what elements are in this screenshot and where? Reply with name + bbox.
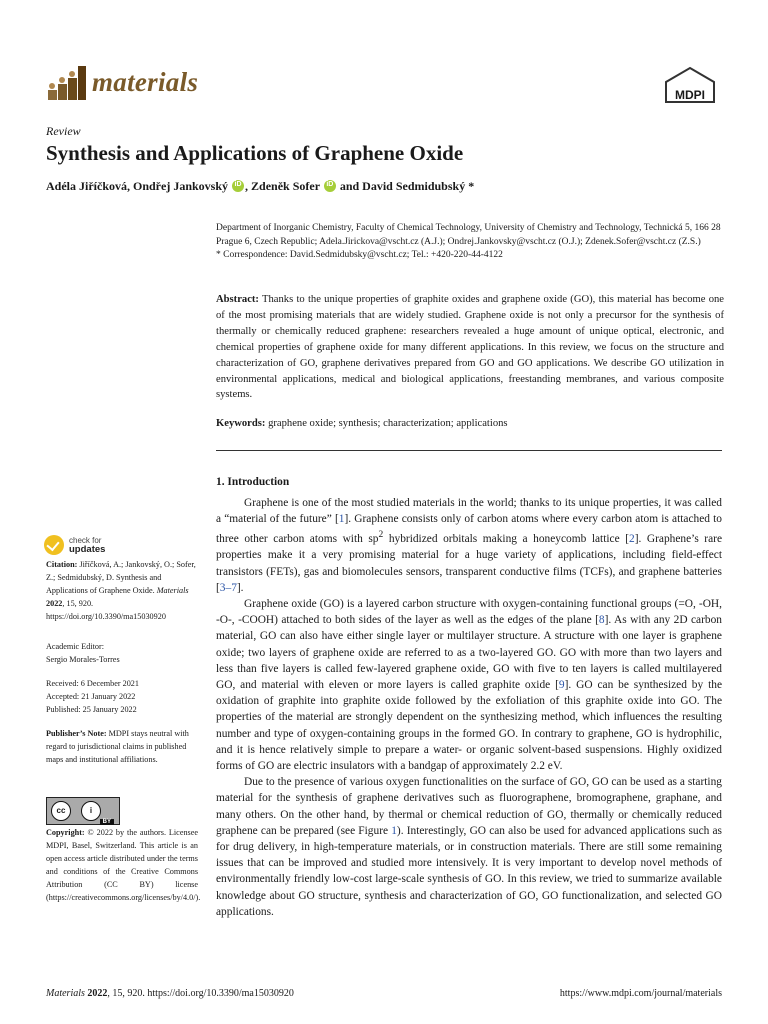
- author-names-3: and David Sedmidubský *: [336, 179, 475, 193]
- journal-logo-icon: [44, 60, 88, 104]
- orcid-icon[interactable]: [232, 180, 244, 192]
- correspondence: * Correspondence: David.Sedmidubsky@vscht.cz; Tel.: +420-220-44-4122: [216, 250, 503, 260]
- reference-link[interactable]: 1: [338, 513, 345, 526]
- citation-label: Citation:: [46, 560, 78, 569]
- editor-label: Academic Editor:: [46, 642, 104, 651]
- figure-link[interactable]: 1: [391, 824, 397, 837]
- journal-logo[interactable]: [44, 60, 224, 104]
- author-names-2: , Zdeněk Sofer: [245, 179, 320, 193]
- paragraph: Graphene is one of the most studied materials in the world; thanks to its unique properties, it was called a “material of the future” [1]. Graphene consists only of carbon atoms where every carbon atom is attached to three other carbon atoms with $sp^2$ hybridized orbitals making a honeycomb lattice [2]. Graphene’s rare properties make it a very promising material for a huge variety of applications, including field-effect transistors (FETs), gas and biomolecules sensors, transparent conductive films (TCFs), and graphene batteries [3–7].: [216, 497, 722, 594]
- journal-name: materials: [92, 66, 199, 97]
- creative-commons-badge[interactable]: [46, 797, 120, 825]
- abstract: [216, 292, 724, 403]
- footer-journal-url[interactable]: https://www.mdpi.com/journal/materials: [559, 988, 722, 999]
- article-type: Review: [46, 124, 81, 138]
- paragraph: Graphene oxide (GO) is a layered carbon structure with oxygen-containing functional groups (=O, -OH, -O-, -COOH) attached to both sides of the layer as well as the edges of the plane [8]. As with any 2D carbon material, GO can also have either single layer or multilayer structure. A structure with one layer is graphene oxide; two layers of graphene oxide are referred to as a two-layered GO. GO with more than two layers and less than five layers is called few-layered graphene oxide, GO with five to ten layers is called multilayered GO, and material with eleven or more layers is called graphite oxide [9]. GO can be synthesized by the oxidation of graphite into graphite oxide followed by the exfoliation of this graphite oxide into GO. The properties of the material are strongly dependent on the synthesizing method, which influences the resulting number and type of oxygen-containing groups in the formed GO. In contrary to graphene, GO is hydrophilic, and it is hence relatively simple to prepare a water- or organic solvent-based suspensions. Highly oxidized forms of GO are electric insulators with a bandgap of approximately 2.2 eV.: [216, 598, 722, 773]
- paragraph: Due to the presence of various oxygen functionalities on the surface of GO, GO can be used as a starting material for the synthesis of graphene derivatives such as fluorographene, bromographene, graphane, and many others. On the other hand, by thermal or chemical reduction of GO, thermally or chemically reduced graphene can be prepared (see Figure 1). Interestingly, GO can also be used for advanced applications such as for drug delivery, in high-temperature materials, or in construction materials. There are still some remaining issues that can be improved and studied more intensively. It is very important to develop novel methods of environmentally friendly low-cost large-scale synthesis of GO. In this review, we tried to summarize available knowledge about GO structure, synthesis and characterization of GO, GO functionalization, and selected GO applications.: [216, 776, 722, 918]
- author-names-1: Adéla Jiříčková, Ondřej Jankovský: [46, 179, 229, 193]
- keywords: [216, 416, 724, 431]
- section-heading: 1. Introduction: [216, 476, 290, 488]
- cc-by-label: BY: [100, 819, 114, 825]
- reference-link[interactable]: 9: [558, 679, 565, 692]
- check-for-updates-button[interactable]: [44, 534, 144, 556]
- reference-link[interactable]: 8: [598, 614, 605, 627]
- article-title: Synthesis and Applications of Graphene Oxide: [46, 141, 464, 165]
- editor-name: Sergio Morales-Torres: [46, 655, 120, 664]
- citation: Citation: Jiříčková, A.; Jankovský, O.; Sofer, Z.; Sedmidubský, D. Synthesis and Applications of Graphene Oxide. Materials 2022, 15, 920. https://doi.org/10.3390/ma15030920: [46, 560, 196, 621]
- reference-link[interactable]: 2: [628, 533, 635, 546]
- superscript: 2: [378, 530, 384, 541]
- article-dates: [46, 677, 198, 716]
- author-list: [46, 179, 726, 194]
- updates-label: check for updates: [69, 536, 106, 555]
- reference-link[interactable]: 3–7: [219, 581, 237, 594]
- affiliations: [216, 222, 724, 263]
- copyright: Copyright: © 2022 by the authors. Licensee MDPI, Basel, Switzerland. This article is an open access article distributed under the terms and conditions of the Creative Commons Attribution (CC BY) license (https://creativecommons.org/licenses/by/4.0/).: [46, 828, 201, 902]
- publisher-name: MDPI: [675, 88, 705, 102]
- intro-body: [216, 495, 722, 920]
- abstract-text: Thanks to the unique properties of graphite oxides and graphene oxide (GO), this material has become one of the most promising materials that are widely studied. Graphene oxide is not only a precursor for the synthesis of thermally or chemically reduced graphene: researchers revealed a huge amount of unique optical, electronic, and chemical properties of graphene oxide for many different applications. In this review, we focus on the structure and characterization of GO, graphene derivatives prepared from GO and GO applications. We describe GO utilization in environmental applications, medical and biological applications, freestanding membranes, and various composite systems.: [216, 294, 724, 401]
- orcid-icon[interactable]: [324, 180, 336, 192]
- cc-icon: cc: [51, 801, 71, 821]
- accepted-date: Accepted: 21 January 2022: [46, 692, 136, 701]
- section-divider: [216, 450, 722, 451]
- received-date: Received: 6 December 2021: [46, 679, 139, 688]
- academic-editor: [46, 640, 198, 666]
- publishers-note: Publisher’s Note: MDPI stays neutral with regard to jurisdictional claims in published maps and institutional affiliations.: [46, 729, 189, 764]
- published-date: Published: 25 January 2022: [46, 705, 137, 714]
- check-updates-icon: [44, 535, 64, 555]
- abstract-label: Abstract:: [216, 294, 259, 305]
- publisher-logo[interactable]: [662, 66, 718, 106]
- by-person-icon: i: [81, 801, 101, 821]
- footer-citation: Materials 2022, 15, 920. https://doi.org/10.3390/ma15030920: [46, 988, 294, 999]
- keywords-label: Keywords:: [216, 418, 266, 429]
- keywords-text: graphene oxide; synthesis; characterization; applications: [265, 418, 508, 429]
- citation-text: Jiříčková, A.; Jankovský, O.; Sofer, Z.; Sedmidubský, D. Synthesis and Applications of Graphene Oxide.: [46, 560, 196, 595]
- affiliation-text: Department of Inorganic Chemistry, Faculty of Chemical Technology, University of Chemistry and Technology, Technická 5, 166 28 Prague 6, Czech Republic; Adela.Jirickova@vscht.cz (A.J.); Ondrej.Jankovsky@vscht.cz (O.J.); Zdenek.Sofer@vscht.cz (Z.S.): [216, 223, 721, 247]
